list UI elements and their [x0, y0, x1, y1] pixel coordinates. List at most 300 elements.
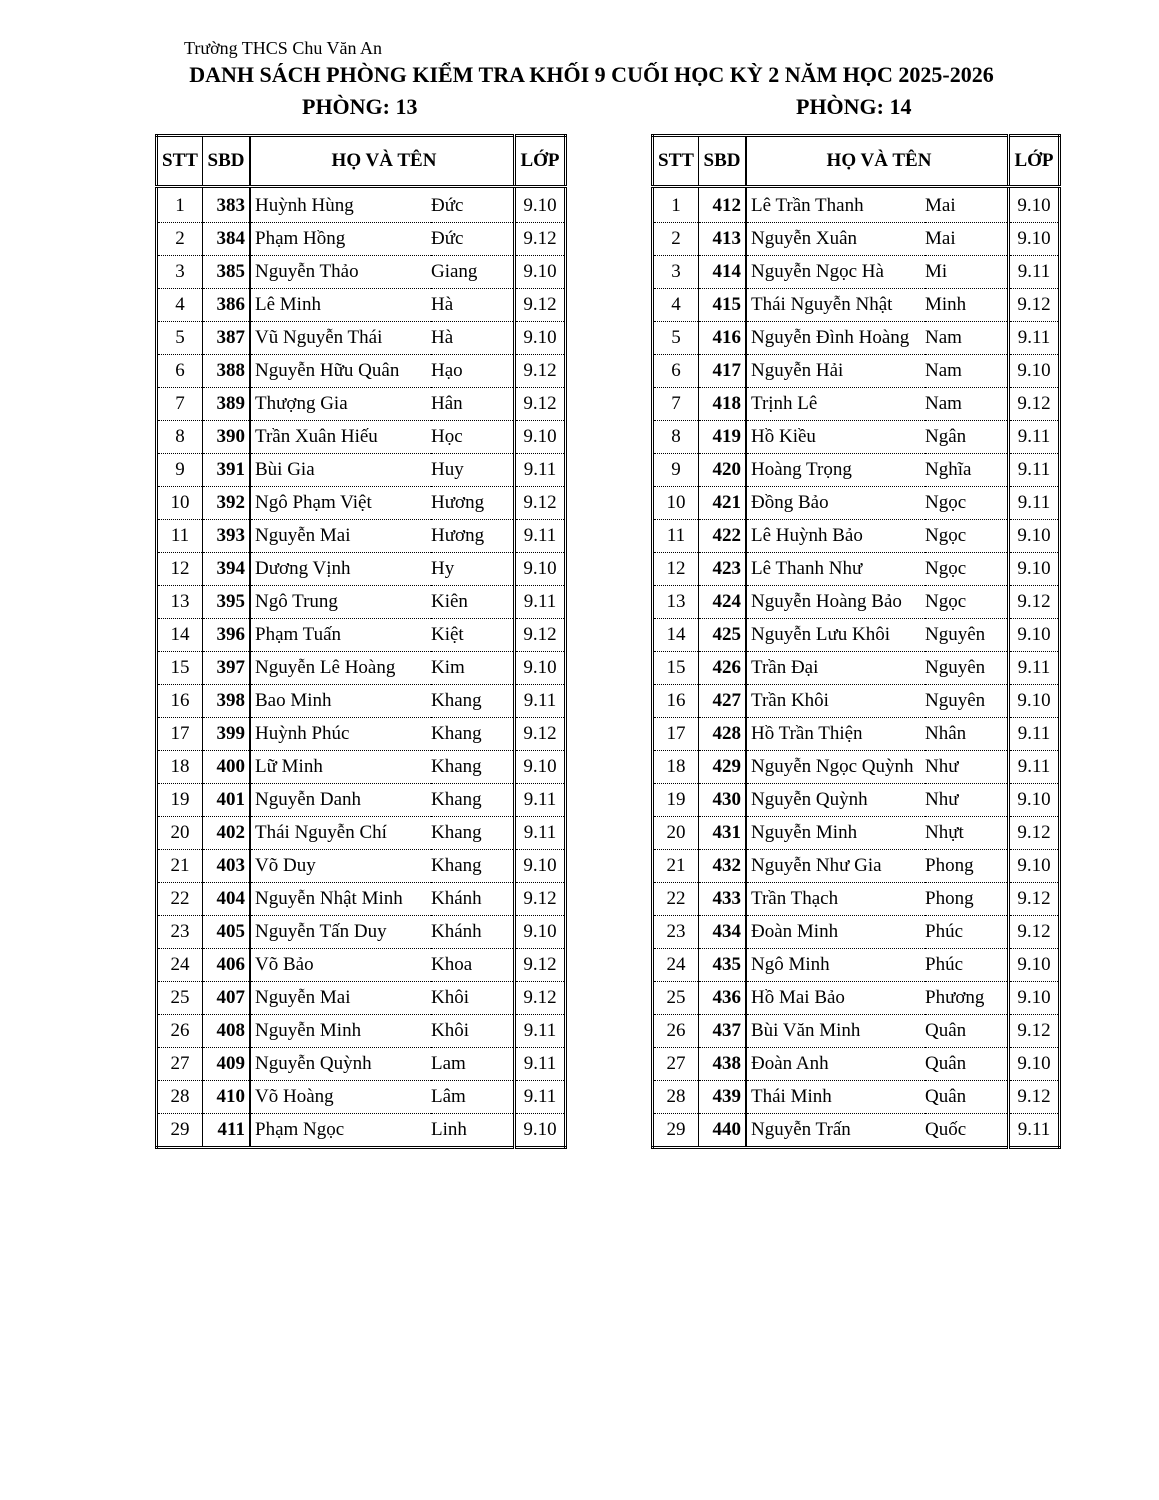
row-surname: Lê Minh: [250, 289, 431, 322]
table-row: [157, 784, 566, 817]
row-sbd: 400: [203, 751, 251, 784]
table-row: [157, 817, 566, 850]
row-given-name: Khang: [431, 850, 515, 883]
row-sbd: 412: [699, 187, 747, 223]
row-class: 9.11: [515, 784, 566, 817]
row-given-name: Ngọc: [925, 487, 1009, 520]
row-given-name: Hạo: [431, 355, 515, 388]
row-surname: Võ Hoàng: [250, 1081, 431, 1114]
row-sbd: 398: [203, 685, 251, 718]
table-row: [157, 487, 566, 520]
table-row: [653, 421, 1060, 454]
document-title: DANH SÁCH PHÒNG KIỂM TRA KHỐI 9 CUỐI HỌC KỲ 2 NĂM HỌC 2025-2026: [189, 62, 994, 87]
row-surname: Lữ Minh: [250, 751, 431, 784]
row-sbd: 436: [699, 982, 747, 1015]
row-given-name: Nguyên: [925, 685, 1009, 718]
row-class: 9.12: [515, 619, 566, 652]
row-stt: 8: [157, 421, 203, 454]
row-class: 9.11: [1009, 652, 1060, 685]
table-row: [653, 883, 1060, 916]
row-class: 9.12: [515, 949, 566, 982]
row-stt: 25: [653, 982, 699, 1015]
row-class: 9.10: [1009, 520, 1060, 553]
row-class: 9.12: [515, 883, 566, 916]
row-sbd: 399: [203, 718, 251, 751]
table-row: [653, 322, 1060, 355]
table-row: [157, 256, 566, 289]
table-row: [653, 1081, 1060, 1114]
row-stt: 3: [157, 256, 203, 289]
row-stt: 2: [653, 223, 699, 256]
table-row: [157, 355, 566, 388]
table-row: [653, 751, 1060, 784]
row-surname: Nguyễn Ngọc Hà: [746, 256, 925, 289]
row-sbd: 426: [699, 652, 747, 685]
row-surname: Hồ Trần Thiện: [746, 718, 925, 751]
table-row: [653, 553, 1060, 586]
row-sbd: 385: [203, 256, 251, 289]
row-stt: 9: [157, 454, 203, 487]
table-row: [653, 949, 1060, 982]
row-stt: 12: [157, 553, 203, 586]
row-class: 9.10: [1009, 355, 1060, 388]
row-given-name: Khôi: [431, 1015, 515, 1048]
table-row: [653, 784, 1060, 817]
row-sbd: 386: [203, 289, 251, 322]
row-surname: Nguyễn Mai: [250, 520, 431, 553]
table-row: [157, 652, 566, 685]
table-row: [157, 1081, 566, 1114]
row-stt: 4: [157, 289, 203, 322]
row-class: 9.12: [515, 487, 566, 520]
row-given-name: Ngọc: [925, 520, 1009, 553]
row-sbd: 416: [699, 322, 747, 355]
row-surname: Huỳnh Phúc: [250, 718, 431, 751]
row-surname: Bao Minh: [250, 685, 431, 718]
row-class: 9.11: [1009, 487, 1060, 520]
row-sbd: 438: [699, 1048, 747, 1081]
row-sbd: 427: [699, 685, 747, 718]
row-class: 9.12: [1009, 1015, 1060, 1048]
table-row: [653, 652, 1060, 685]
row-sbd: 430: [699, 784, 747, 817]
row-surname: Hồ Mai Bảo: [746, 982, 925, 1015]
table-row: [653, 289, 1060, 322]
row-stt: 10: [157, 487, 203, 520]
row-given-name: Học: [431, 421, 515, 454]
row-sbd: 411: [203, 1114, 251, 1148]
row-given-name: Minh: [925, 289, 1009, 322]
table-row: [157, 685, 566, 718]
row-class: 9.11: [515, 454, 566, 487]
table-row: [653, 718, 1060, 751]
row-stt: 1: [653, 187, 699, 223]
row-class: 9.11: [1009, 718, 1060, 751]
row-sbd: 383: [203, 187, 251, 223]
row-given-name: Quân: [925, 1015, 1009, 1048]
row-stt: 16: [157, 685, 203, 718]
table-row: [157, 850, 566, 883]
row-stt: 11: [653, 520, 699, 553]
row-stt: 5: [157, 322, 203, 355]
table-row: [653, 1114, 1060, 1148]
row-given-name: Mi: [925, 256, 1009, 289]
row-surname: Thái Minh: [746, 1081, 925, 1114]
row-given-name: Lâm: [431, 1081, 515, 1114]
row-surname: Thái Nguyễn Chí: [250, 817, 431, 850]
row-surname: Lê Trần Thanh: [746, 187, 925, 223]
row-given-name: Nhân: [925, 718, 1009, 751]
row-surname: Nguyễn Quỳnh: [250, 1048, 431, 1081]
row-sbd: 388: [203, 355, 251, 388]
row-surname: Bùi Văn Minh: [746, 1015, 925, 1048]
row-sbd: 393: [203, 520, 251, 553]
row-class: 9.11: [515, 1015, 566, 1048]
row-sbd: 384: [203, 223, 251, 256]
row-stt: 18: [157, 751, 203, 784]
row-stt: 15: [157, 652, 203, 685]
row-sbd: 405: [203, 916, 251, 949]
row-sbd: 415: [699, 289, 747, 322]
row-given-name: Phúc: [925, 949, 1009, 982]
row-class: 9.12: [1009, 817, 1060, 850]
row-sbd: 431: [699, 817, 747, 850]
row-stt: 24: [653, 949, 699, 982]
row-class: 9.10: [1009, 619, 1060, 652]
table-row: [653, 1015, 1060, 1048]
row-given-name: Phong: [925, 850, 1009, 883]
row-given-name: Ngọc: [925, 553, 1009, 586]
row-class: 9.10: [515, 850, 566, 883]
row-sbd: 392: [203, 487, 251, 520]
row-given-name: Nam: [925, 388, 1009, 421]
header-stt: STT: [653, 136, 699, 187]
header-sbd: SBD: [203, 136, 251, 187]
table-row: [653, 850, 1060, 883]
room-14-table: [651, 134, 1061, 1149]
row-stt: 17: [653, 718, 699, 751]
row-given-name: Khang: [431, 685, 515, 718]
row-class: 9.11: [1009, 322, 1060, 355]
row-sbd: 401: [203, 784, 251, 817]
row-class: 9.10: [515, 751, 566, 784]
table-row: [157, 520, 566, 553]
row-sbd: 395: [203, 586, 251, 619]
row-surname: Đồng Bảo: [746, 487, 925, 520]
row-surname: Phạm Tuấn: [250, 619, 431, 652]
row-surname: Trần Đại: [746, 652, 925, 685]
row-sbd: 419: [699, 421, 747, 454]
row-sbd: 404: [203, 883, 251, 916]
room-14-rows: [653, 187, 1060, 1148]
header-class: LỚP: [515, 136, 566, 187]
row-sbd: 417: [699, 355, 747, 388]
row-surname: Nguyễn Danh: [250, 784, 431, 817]
row-sbd: 409: [203, 1048, 251, 1081]
table-row: [157, 586, 566, 619]
row-class: 9.11: [1009, 1114, 1060, 1148]
row-surname: Nguyễn Hải: [746, 355, 925, 388]
row-class: 9.11: [515, 685, 566, 718]
table-row: [653, 916, 1060, 949]
row-surname: Phạm Hồng: [250, 223, 431, 256]
row-sbd: 433: [699, 883, 747, 916]
row-class: 9.11: [515, 1081, 566, 1114]
row-surname: Nguyễn Ngọc Quỳnh: [746, 751, 925, 784]
row-sbd: 422: [699, 520, 747, 553]
row-class: 9.10: [1009, 685, 1060, 718]
table-row: [157, 982, 566, 1015]
row-stt: 28: [157, 1081, 203, 1114]
table-row: [157, 1048, 566, 1081]
row-surname: Ngô Minh: [746, 949, 925, 982]
row-given-name: Khánh: [431, 916, 515, 949]
room-13-table: [155, 134, 567, 1149]
row-stt: 6: [157, 355, 203, 388]
row-class: 9.11: [515, 817, 566, 850]
row-class: 9.12: [1009, 289, 1060, 322]
row-surname: Nguyễn Thảo: [250, 256, 431, 289]
row-surname: Dương Vịnh: [250, 553, 431, 586]
table-row: [157, 949, 566, 982]
row-stt: 2: [157, 223, 203, 256]
row-given-name: Mai: [925, 223, 1009, 256]
row-surname: Nguyễn Lê Hoàng: [250, 652, 431, 685]
row-stt: 24: [157, 949, 203, 982]
row-given-name: Hà: [431, 322, 515, 355]
row-given-name: Nghĩa: [925, 454, 1009, 487]
row-surname: Huỳnh Hùng: [250, 187, 431, 223]
row-stt: 27: [157, 1048, 203, 1081]
table-row: [157, 187, 566, 223]
table-row: [157, 223, 566, 256]
row-stt: 26: [157, 1015, 203, 1048]
row-class: 9.11: [1009, 751, 1060, 784]
row-surname: Bùi Gia: [250, 454, 431, 487]
row-given-name: Quốc: [925, 1119, 967, 1140]
row-given-name: Kiệt: [431, 619, 515, 652]
row-class: 9.12: [1009, 388, 1060, 421]
table-row: [157, 1114, 566, 1148]
row-surname: Lê Thanh Như: [746, 553, 925, 586]
table-row: [653, 685, 1060, 718]
row-surname: Nguyễn Tấn Duy: [250, 916, 431, 949]
row-given-name: Khang: [431, 751, 515, 784]
table-row: [653, 223, 1060, 256]
row-stt: 6: [653, 355, 699, 388]
header-class: LỚP: [1009, 136, 1060, 187]
row-surname: Hoàng Trọng: [746, 454, 925, 487]
school-name: Trường THCS Chu Văn An: [184, 38, 382, 58]
row-sbd: 403: [203, 850, 251, 883]
table-row: [653, 520, 1060, 553]
row-class: 9.12: [515, 982, 566, 1015]
row-class: 9.10: [515, 256, 566, 289]
table-row: [157, 421, 566, 454]
row-surname: Hồ Kiều: [746, 421, 925, 454]
row-given-name: Khang: [431, 718, 515, 751]
table-row: [157, 289, 566, 322]
row-given-name: Khoa: [431, 949, 515, 982]
row-stt: 21: [157, 850, 203, 883]
table-row: [653, 355, 1060, 388]
row-sbd: 437: [699, 1015, 747, 1048]
row-surname: Nguyễn Đình Hoàng: [746, 322, 925, 355]
row-class: 9.12: [515, 289, 566, 322]
row-given-name: Giang: [431, 256, 515, 289]
row-sbd: 421: [699, 487, 747, 520]
row-given-name: Hương: [431, 487, 515, 520]
row-sbd: 434: [699, 916, 747, 949]
row-sbd: 424: [699, 586, 747, 619]
row-stt: 17: [157, 718, 203, 751]
row-class: 9.12: [515, 388, 566, 421]
row-stt: 8: [653, 421, 699, 454]
row-sbd: 428: [699, 718, 747, 751]
row-surname: Nguyễn Mai: [250, 982, 431, 1015]
row-stt: 11: [157, 520, 203, 553]
row-given-name: Mai: [925, 187, 1009, 223]
row-given-name: Hương: [431, 520, 515, 553]
header-row: [157, 136, 566, 187]
row-surname: Nguyễn Quỳnh: [746, 784, 925, 817]
row-class: 9.10: [515, 187, 566, 223]
row-class: 9.12: [1009, 916, 1060, 949]
row-sbd: 439: [699, 1081, 747, 1114]
row-given-name: Đức: [431, 187, 515, 223]
row-given-name: Phong: [925, 883, 1009, 916]
row-sbd: 406: [203, 949, 251, 982]
row-class: 9.10: [1009, 850, 1060, 883]
table-row: [653, 388, 1060, 421]
row-stt: 10: [653, 487, 699, 520]
row-given-name: Khang: [431, 817, 515, 850]
row-given-name: Hà: [431, 289, 515, 322]
row-class: 9.11: [515, 586, 566, 619]
row-stt: 18: [653, 751, 699, 784]
table-row: [157, 718, 566, 751]
row-surname: Nguyễn Hữu Quân: [250, 355, 431, 388]
row-class: 9.10: [1009, 784, 1060, 817]
row-class: 9.12: [1009, 586, 1060, 619]
row-sbd: 410: [203, 1081, 251, 1114]
row-stt: 3: [653, 256, 699, 289]
row-stt: 29: [157, 1114, 203, 1148]
row-stt: 19: [653, 784, 699, 817]
row-given-name: Quân: [925, 1048, 1009, 1081]
row-sbd: 394: [203, 553, 251, 586]
row-stt: 13: [157, 586, 203, 619]
row-sbd: 425: [699, 619, 747, 652]
row-class: 9.10: [515, 916, 566, 949]
table-row: [157, 751, 566, 784]
row-class: 9.11: [1009, 256, 1060, 289]
row-given-name: Nam: [925, 322, 1009, 355]
row-given-name: Linh: [431, 1119, 467, 1140]
row-sbd: 389: [203, 388, 251, 421]
table-row: [157, 322, 566, 355]
row-given-name: Quân: [925, 1081, 1009, 1114]
table-row: [653, 817, 1060, 850]
row-sbd: 432: [699, 850, 747, 883]
row-sbd: 414: [699, 256, 747, 289]
row-stt: 20: [653, 817, 699, 850]
row-surname: Võ Bảo: [250, 949, 431, 982]
row-stt: 9: [653, 454, 699, 487]
row-surname: Nguyễn Trấn: [751, 1119, 851, 1140]
row-class: 9.10: [1009, 949, 1060, 982]
row-sbd: 390: [203, 421, 251, 454]
row-given-name: Như: [925, 784, 1009, 817]
row-given-name: Huy: [431, 454, 515, 487]
row-sbd: 391: [203, 454, 251, 487]
row-given-name: Nguyên: [925, 619, 1009, 652]
row-class: 9.10: [1009, 1048, 1060, 1081]
row-given-name: Khang: [431, 784, 515, 817]
row-given-name: Phúc: [925, 916, 1009, 949]
row-surname: Nguyễn Minh: [250, 1015, 431, 1048]
header-sbd: SBD: [699, 136, 747, 187]
row-class: 9.12: [1009, 1081, 1060, 1114]
row-surname: Nguyễn Nhật Minh: [250, 883, 431, 916]
row-sbd: 397: [203, 652, 251, 685]
table-row: [653, 619, 1060, 652]
row-class: 9.10: [1009, 553, 1060, 586]
table-row: [157, 454, 566, 487]
row-given-name: Phương: [925, 982, 1009, 1015]
room-13-rows: [157, 187, 566, 1148]
row-surname: Nguyễn Như Gia: [746, 850, 925, 883]
row-surname: Vũ Nguyễn Thái: [250, 322, 431, 355]
row-class: 9.12: [1009, 883, 1060, 916]
table-row: [157, 916, 566, 949]
row-given-name: Ngọc: [925, 586, 1009, 619]
row-surname: Nguyễn Lưu Khôi: [746, 619, 925, 652]
row-class: 9.10: [1009, 223, 1060, 256]
row-surname: Nguyễn Hoàng Bảo: [746, 586, 925, 619]
row-surname: Ngô Trung: [250, 586, 431, 619]
header-name: HỌ VÀ TÊN: [746, 136, 1009, 187]
row-class: 9.10: [1009, 187, 1060, 223]
row-class: 9.12: [515, 718, 566, 751]
row-sbd: 435: [699, 949, 747, 982]
row-surname: Nguyễn Xuân: [746, 223, 925, 256]
table-row: [653, 256, 1060, 289]
row-stt: 4: [653, 289, 699, 322]
row-given-name: Hy: [431, 553, 515, 586]
row-surname: Võ Duy: [250, 850, 431, 883]
row-sbd: 423: [699, 553, 747, 586]
row-surname: Trịnh Lê: [746, 388, 925, 421]
header-row: [653, 136, 1060, 187]
row-class: 9.10: [515, 652, 566, 685]
row-sbd: 402: [203, 817, 251, 850]
row-class: 9.11: [1009, 454, 1060, 487]
row-surname: Đoàn Anh: [746, 1048, 925, 1081]
table-row: [157, 883, 566, 916]
row-stt: 14: [157, 619, 203, 652]
table-row: [157, 619, 566, 652]
row-given-name: Khánh: [431, 883, 515, 916]
row-stt: 22: [653, 883, 699, 916]
row-class: 9.11: [515, 520, 566, 553]
table-row: [653, 454, 1060, 487]
row-sbd: 387: [203, 322, 251, 355]
row-stt: 15: [653, 652, 699, 685]
row-sbd: 413: [699, 223, 747, 256]
row-stt: 20: [157, 817, 203, 850]
row-stt: 16: [653, 685, 699, 718]
